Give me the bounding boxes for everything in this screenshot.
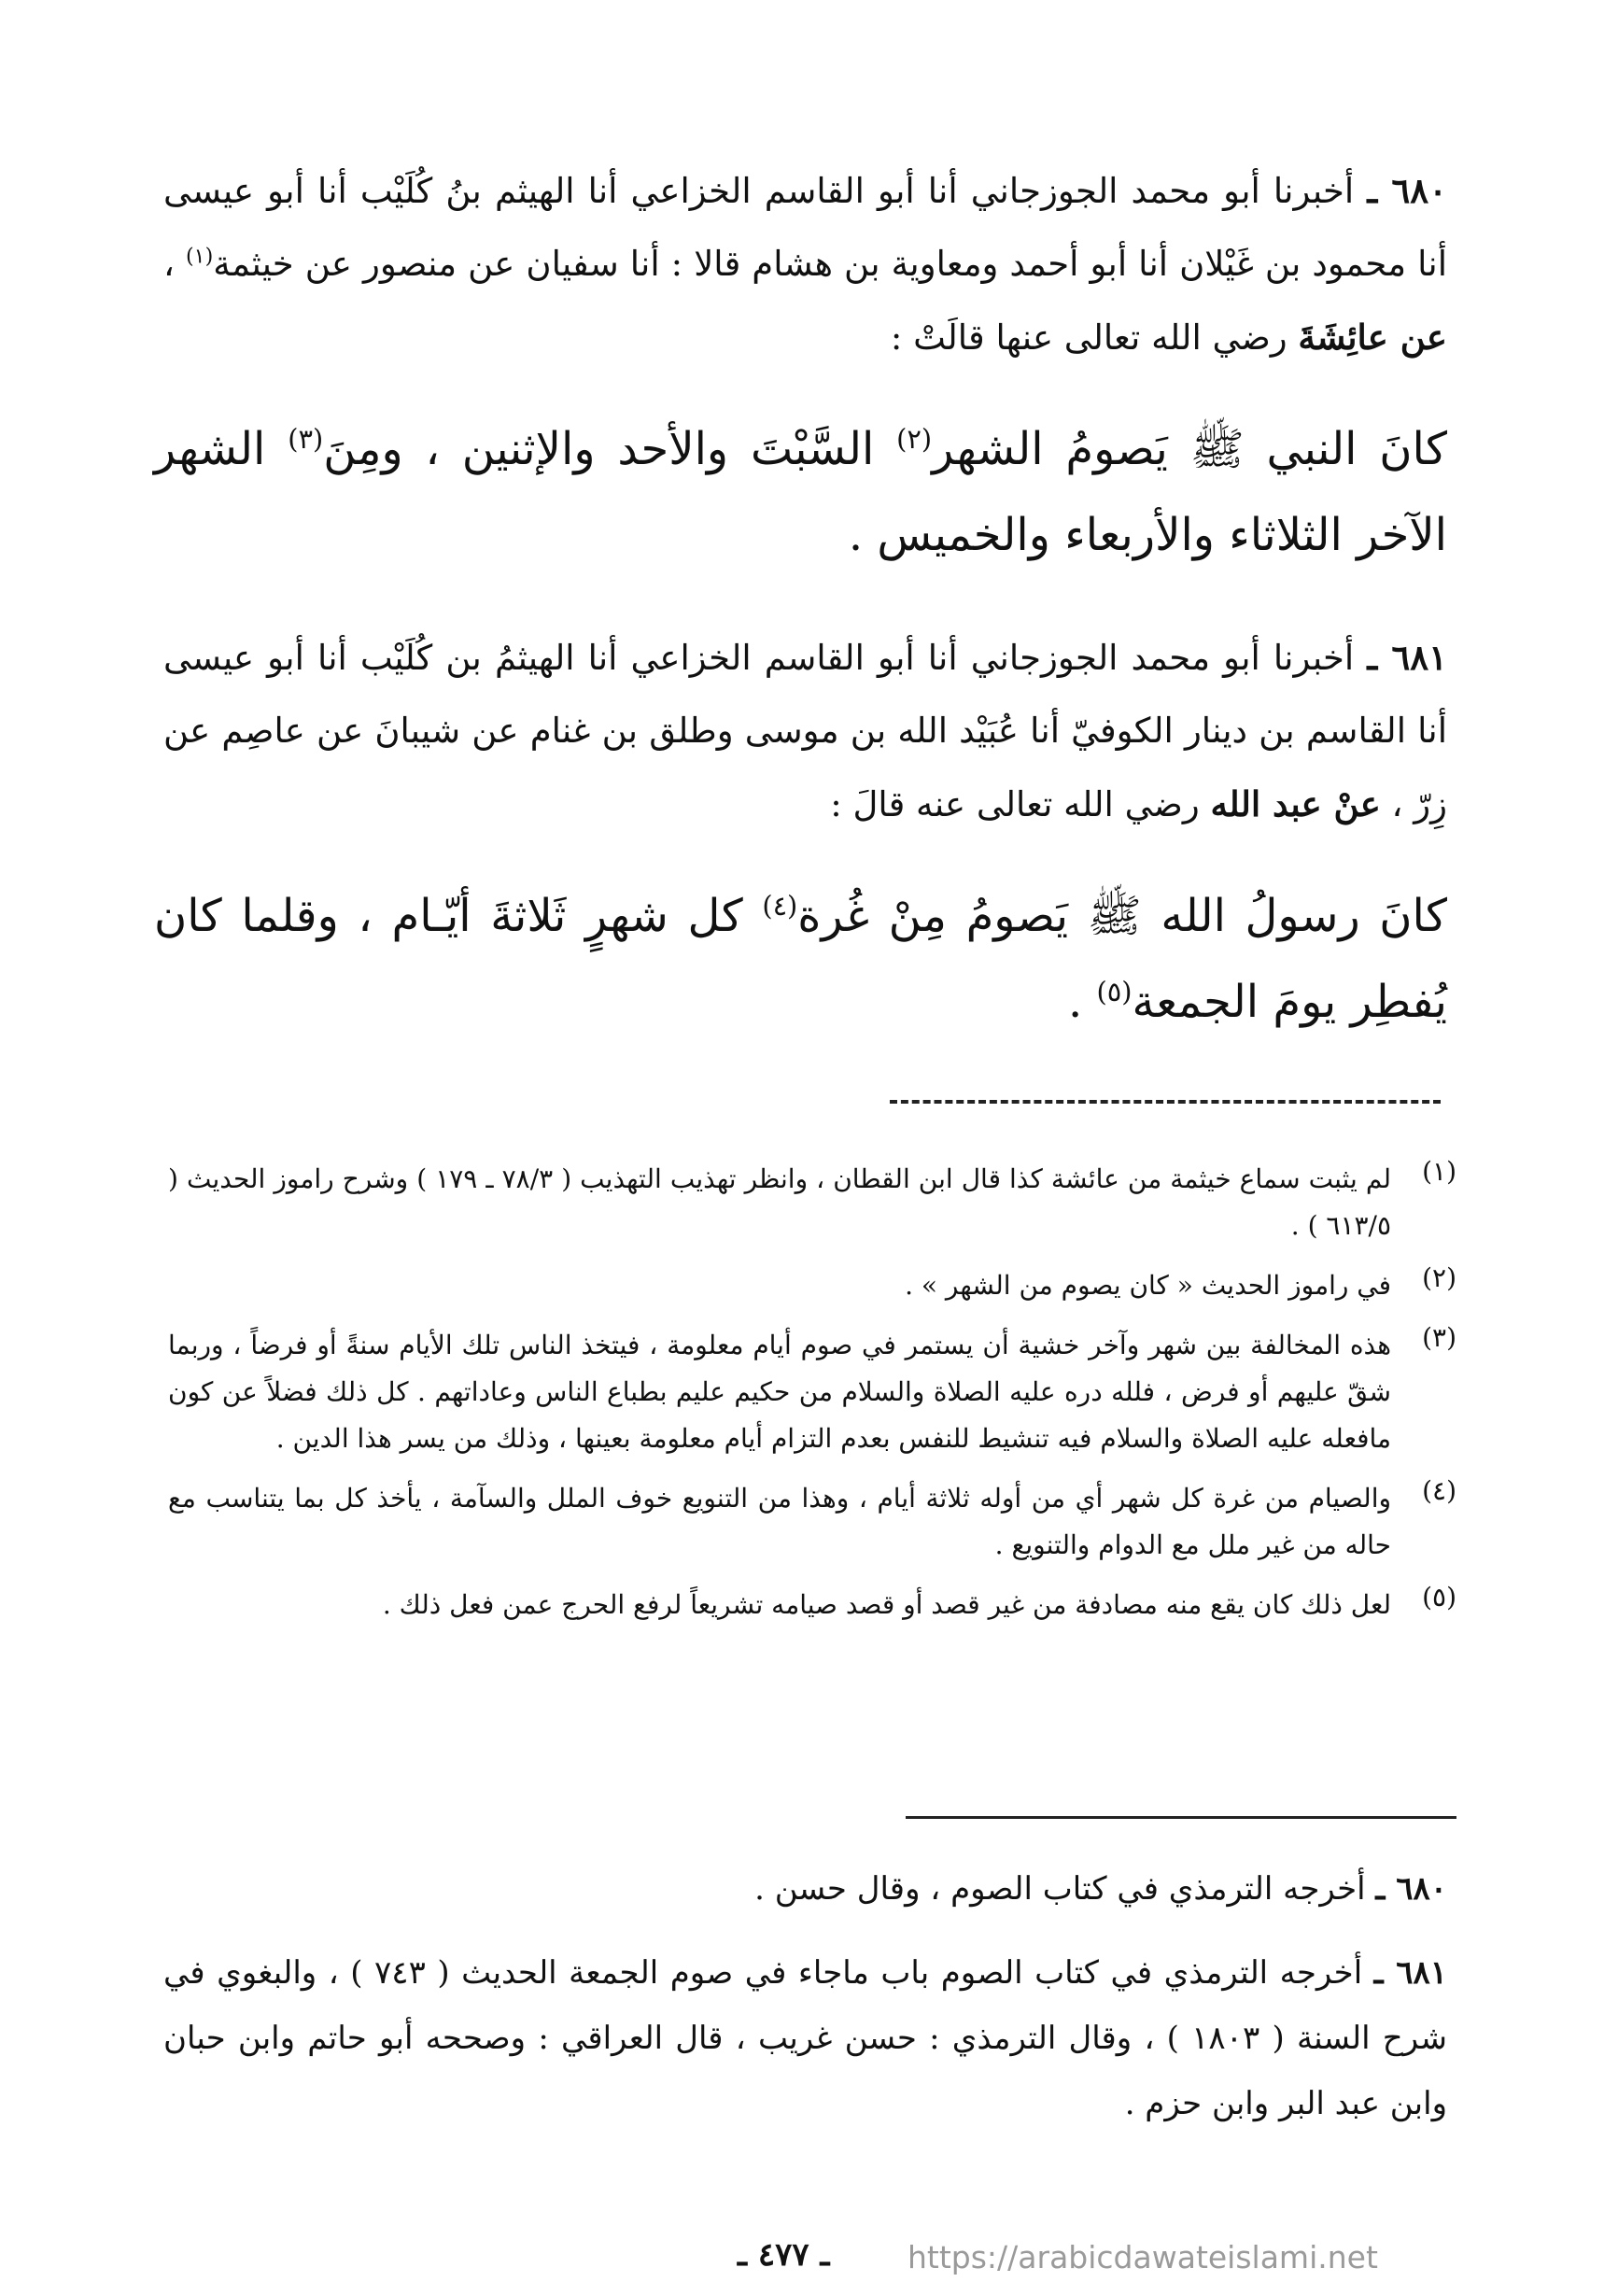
footnote-ref-3[interactable]: (٣) [288, 423, 324, 455]
hadith-680-narrator: عن عائِشَةَ [1298, 317, 1447, 358]
hadith-681-isnad [163, 621, 1447, 841]
footnote-4: (٤) والصيام من غرة كل شهر أي من أوله ثلاثة أيام ، وهذا من التنويع خوف الملل والسآمة ، يأخذ كل بما يتناسب مع حاله من غير ملل مع الدوام والتنويع . [168, 1475, 1456, 1560]
takhrij-680: ٦٨٠ ـ أخرجه الترمذي في كتاب الصوم ، وقال حسن . [754, 1870, 1447, 1908]
hadith-680-chain: أخبرنا أبو محمد الجوزجاني أنا أبو القاسم الخزاعي أنا الهيثم بنُ كُلَيْب أنا أبو عيسى أنا محمود بن غَيْلان أنا أبو أحمد ومعاوية بن هشام قالا : أنا سفيان عن منصور عن خيثمة [163, 171, 1447, 284]
footnote-2: (٢) في راموز الحديث « كان يصوم من الشهر » . [905, 1262, 1456, 1301]
page-number: ـ ٤٧٧ ـ [738, 2236, 830, 2274]
hadith-681-number: ٦٨١ ـ [1367, 637, 1447, 678]
takhrij-separator [906, 1816, 1456, 1819]
takhrij-681: ٦٨١ ـ أخرجه الترمذي في كتاب الصوم باب ماجاء في صوم الجمعة الحديث ( ٧٤٣ ) ، والبغوي في شرح السنة ( ١٨٠٣ ) ، وقال الترمذي : حسن غريب ، قال العراقي : وصححه أبو حاتم وابن حبان وابن عبد البر وابن حزم . [163, 1954, 1447, 2122]
hadith-680-isnad-end: رضي الله تعالى عنها قالَتْ : [890, 317, 1299, 358]
footnote-ref-1[interactable]: (١) [186, 244, 214, 269]
footnote-1: (١) لم يثبت سماع خيثمة من عائشة كذا قال ابن القطان ، وانظر تهذيب التهذيب ( ٧٨/٣ ـ ١٧٩ ) وشرح راموز الحديث ( ٦١٣/٥ ) . [168, 1156, 1456, 1241]
footnote-5: (٥) لعل ذلك كان يقع منه مصادفة من غير قصد أو قصد صيامه تشريعاً لرفع الحرج عمن فعل ذلك . [382, 1582, 1456, 1620]
hadith-681-narrator: عنْ عبد الله [1210, 783, 1381, 824]
footnote-ref-2[interactable]: (٢) [896, 423, 933, 455]
footnote-ref-5[interactable]: (٥) [1096, 976, 1133, 1007]
footnote-separator [890, 1100, 1441, 1104]
hadith-680-number: ٦٨٠ ـ [1367, 170, 1447, 211]
hadith-680-isnad: ٦٨٠ ـ أخبرنا أبو محمد الجوزجاني أنا أبو القاسم الخزاعي أنا الهيثم بنُ كُلَيْب أنا أبو عيسى أنا محمود بن غَيْلان أنا أبو أحمد ومعاوية بن هشام قالا : أنا سفيان عن منصور عن خيثمة$^{(١)}$ ، عن عائِشَةَ رضي الله تعالى عنها قالَتْ : [163, 170, 1447, 358]
watermark-url[interactable]: https://arabicdawateislami.net [908, 2239, 1378, 2275]
footnote-3: (٣) هذه المخالفة بين شهر وآخر خشية أن يستمر في صوم أيام معلومة ، فيتخذ الناس تلك الأيام سنةً أو فرضاً ، وربما شقّ عليهم أو فرض ، فلله دره عليه الصلاة والسلام من حكيم عليم بطباع الناس وعاداتهم . كل ذلك فضلاً عن كون مافعله عليه الصلاة والسلام فيه تنشيط للنفس بعدم التزام أيام معلومة بعينها ، وذلك من يسر هذا الدين . [168, 1322, 1456, 1454]
hadith-680-matn: كانَ النبي ﷺ يَصومُ الشهر$^{(٢)}$ السَّبْتَ والأحد والإثنين ، ومِنَ$^{(٣)}$ الشهر الآخر الثلاثاء والأربعاء والخميس . [154, 423, 1447, 561]
footnote-ref-4[interactable]: (٤) [762, 890, 798, 922]
hadith-681-isnad-end: رضي الله تعالى عنه قالَ : [830, 784, 1211, 824]
footnotes [168, 1156, 1456, 1641]
hadith-681-matn: كانَ رسولُ الله ﷺ يَصومُ مِنْ غُرة$^{(٤)}$ كل شهرٍ ثَلاثةَ أيّـام ، وقلما كان يُفطِر يومَ الجمعة$^{(٥)}$ . [154, 890, 1447, 1028]
hadith-681-chain: أخبرنا أبو محمد الجوزجاني أنا أبو القاسم الخزاعي أنا الهيثمُ بن كُلَيْب أنا أبو عيسى أنا القاسم بن دينار الكوفيّ أنا عُبَيْد الله بن موسى وطلق بن غنام عن شيبانَ عن عاصِم عن زِرّ ، [163, 638, 1447, 824]
